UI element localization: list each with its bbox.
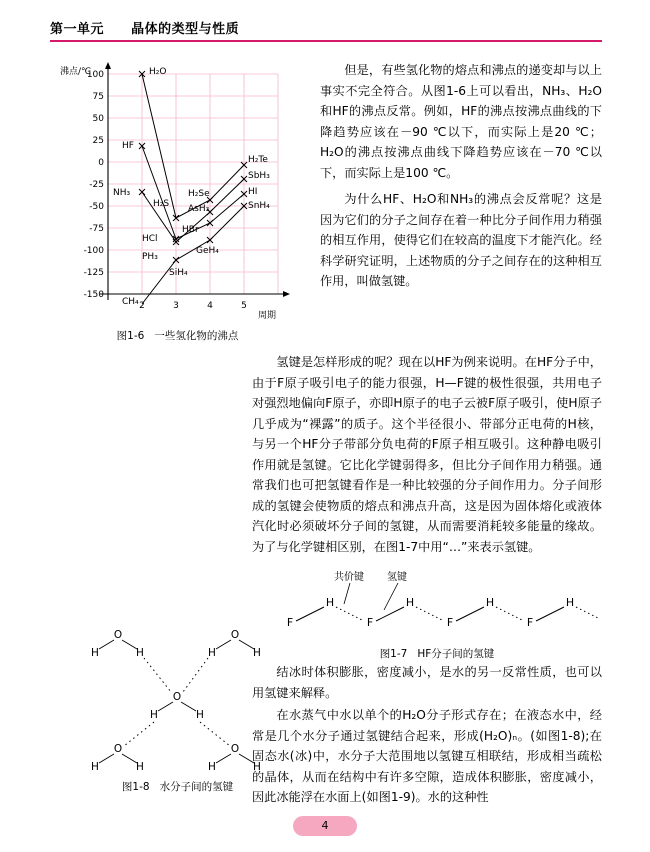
svg-text:H: H (136, 647, 144, 659)
svg-text:-150: -150 (83, 290, 104, 300)
page-footer (0, 814, 650, 836)
svg-text:4: 4 (207, 301, 213, 311)
svg-text:周期: 周期 (258, 311, 277, 321)
svg-text:O: O (113, 743, 123, 755)
svg-text:25: 25 (92, 136, 104, 146)
svg-text:O: O (230, 629, 240, 641)
svg-text:HCl: HCl (142, 234, 158, 244)
svg-text:-25: -25 (89, 180, 104, 190)
paragraph-3: 氢键是怎样形成的呢？现在以HF为例来说明。在HF分子中，由于F原子吸引电子的能力很强，H—F键的极性很强，共用电子对强烈地偏向F原子，亦即H原子的电子云被F原子吸引，使H原子几乎成为“裸露”的质子。这个半径很小、带部分正电荷的H核，与另一个HF分子带部分负电荷的F原子相互吸引。这种静电吸引作用就是氢键。它比化学键弱得多，但比分子间作用力稍强。通常我们也可把氢键看作是一种比较强的分子间作用力。分子间形成的氢键会使物质的熔点和沸点升高，这是因为固体熔化或液体汽化时必须破坏分子间的氢键，从而需要消耗较多能量的缘故。为了与化学键相区别，在图1-7中用“…”来表示氢键。 (252, 355, 602, 554)
svg-text:-100: -100 (83, 246, 104, 256)
svg-text:2: 2 (139, 301, 145, 311)
svg-text:沸点/℃: 沸点/℃ (60, 67, 92, 77)
right-column (320, 60, 602, 298)
svg-text:H₂Se: H₂Se (188, 189, 210, 199)
figure-1-7 (272, 570, 602, 661)
svg-text:H: H (565, 596, 575, 609)
svg-text:H₂O: H₂O (149, 67, 167, 77)
boiling-point-chart (50, 56, 305, 342)
svg-text:75: 75 (92, 92, 104, 102)
svg-text:SbH₃: SbH₃ (248, 171, 270, 181)
svg-text:3: 3 (173, 301, 179, 311)
svg-text:F: F (526, 616, 534, 629)
svg-text:H: H (325, 596, 335, 609)
svg-text:F: F (366, 616, 374, 629)
svg-text:HI: HI (248, 187, 258, 197)
header-unit: 第一单元 (50, 22, 105, 37)
svg-text:H: H (91, 647, 99, 659)
svg-text:H: H (150, 709, 158, 721)
hf-hbond-svg (272, 570, 602, 642)
header-divider (50, 40, 602, 42)
svg-text:SiH₄: SiH₄ (169, 268, 188, 278)
figure-1-7-number: 图1-7 (379, 648, 408, 660)
page-header (50, 18, 602, 37)
chart-svg (50, 56, 305, 324)
page-title: 晶体的类型与性质 (131, 22, 240, 37)
paragraph-3-wrap (252, 352, 602, 557)
paragraph-2: 为什么HF、H₂O和NH₃的沸点会反常呢？这是因为它们的分子之间存在着一种比分子间作用力稍强的相互作用，使得它们在较高的温度下才能汽化。经科学研究证明，上述物质的分子之间存在的这种相互作用，叫做氢键。 (320, 192, 602, 288)
svg-text:F: F (286, 616, 294, 629)
svg-text:H: H (91, 761, 99, 773)
svg-text:NH₃: NH₃ (113, 188, 131, 198)
label-covalent-bond: 共价键 (334, 572, 364, 583)
figure-1-7-caption (272, 646, 602, 661)
svg-text:O: O (230, 743, 240, 755)
svg-text:H: H (208, 647, 216, 659)
svg-text:H: H (253, 647, 261, 659)
svg-text:HF: HF (122, 141, 134, 151)
chart-caption-text: 一些氢化物的沸点 (154, 330, 239, 342)
svg-text:H: H (253, 761, 261, 773)
svg-text:5: 5 (241, 301, 247, 311)
svg-text:-75: -75 (89, 224, 104, 234)
paragraph-4-wrap (252, 662, 602, 707)
svg-text:SnH₄: SnH₄ (248, 201, 270, 211)
paragraph-1: 但是，有些氢化物的熔点和沸点的递变却与以上事实不完全符合。从图1-6上可以看出，NH₃、H₂O和HF的沸点反常。例如，HF的沸点按沸点曲线的下降趋势应该在－90 ℃以下，而实际上是20 ℃；H₂O的沸点按沸点曲线下降趋势应该在－70 ℃以下，而实际上是100 ℃。 (320, 63, 602, 180)
svg-text:F: F (446, 616, 454, 629)
label-hydrogen-bond: 氢键 (387, 572, 407, 583)
paragraph-5: 在水蒸气中水以单个的H₂O分子形式存在；在液态水中，经常是几个水分子通过氢键结合起来，形成(H₂O)ₙ。(如图1-8);在固态水(冰)中，水分子大范围地以氢键互相联结，形成相当疏松的晶体，从而在结构中有许多空隙，造成体积膨胀，密度减小，因此冰能浮在水面上(如图1-9)。水的这种性 (252, 708, 602, 804)
svg-text:CH₄: CH₄ (122, 297, 139, 307)
svg-text:50: 50 (92, 114, 104, 124)
page-number: 4 (293, 816, 357, 836)
svg-text:100: 100 (86, 70, 104, 80)
svg-text:H: H (405, 596, 415, 609)
figure-1-7-text: HF分子间的氢键 (417, 648, 495, 660)
chart-caption (50, 328, 305, 343)
svg-text:H: H (208, 761, 216, 773)
svg-text:0: 0 (98, 158, 104, 168)
svg-text:O: O (113, 629, 123, 641)
svg-text:GeH₄: GeH₄ (196, 246, 219, 256)
svg-text:-50: -50 (89, 202, 104, 212)
svg-text:H: H (196, 709, 204, 721)
svg-text:H₂S: H₂S (153, 199, 170, 209)
chart-caption-number: 图1-6 (116, 330, 145, 342)
svg-text:H₂Te: H₂Te (248, 155, 268, 165)
paragraph-5-wrap (252, 705, 602, 808)
svg-text:H: H (485, 596, 495, 609)
figure-1-8-number: 图1-8 (121, 781, 150, 793)
svg-text:HBr: HBr (182, 225, 199, 235)
figure-1-8-text: 水分子间的氢键 (159, 781, 234, 793)
svg-text:O: O (172, 691, 182, 703)
paragraph-4: 结冰时体积膨胀，密度减小，是水的另一反常性质，也可以用氢键来解释。 (252, 665, 602, 700)
svg-text:H: H (136, 761, 144, 773)
svg-text:-125: -125 (83, 268, 104, 278)
svg-text:PH₃: PH₃ (142, 252, 158, 262)
svg-text:AsH₃: AsH₃ (188, 204, 210, 214)
